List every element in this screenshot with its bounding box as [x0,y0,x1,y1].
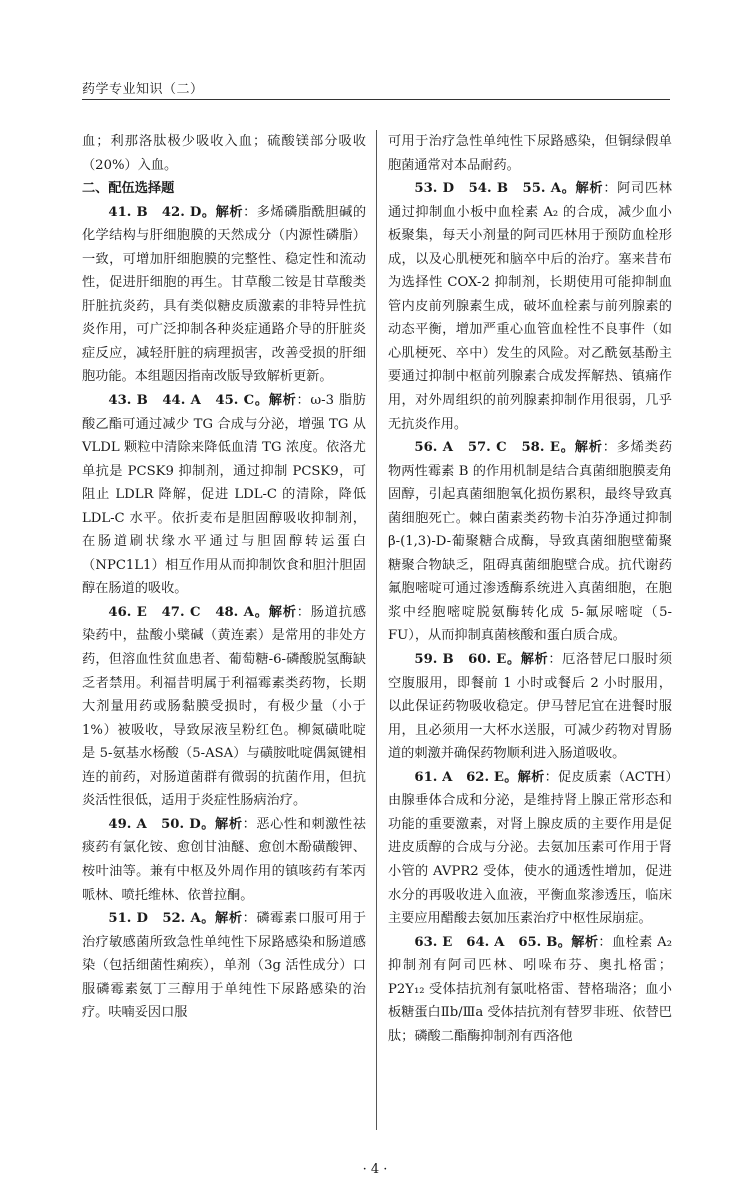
analysis-text: ：阿司匹林通过抑制血小板中血栓素 A₂ 的合成，减少血小板聚集，每天小剂量的阿司匹林用于预防血栓形成，以及心肌梗死和脑卒中后的治疗。塞来昔布为选择性 COX-2 抑制剂，长期使用可能抑制血管内皮前列腺素生成，破坏血栓素与前列腺素的动态平衡，增加严重心血管血栓性不良事件（如心肌梗死、卒中）发生的风险。对乙酰氨基酚主要通过抑制中枢前列腺素合成发挥解热、镇痛作用，对外周组织的前列腺素抑制作用很弱，几乎无抗炎作用。 [388,181,672,432]
analysis-text: ：ω-3 脂肪酸乙酯可通过减少 TG 合成与分泌，增强 TG 从 VLDL 颗粒中清除来降低血清 TG 浓度。依洛尤单抗是 PCSK9 抑制剂，通过抑制 PCSK9，可阻止 LDLR 降解，促进 LDL-C 的清除，降低 LDL-C 水平。依折麦布是胆固醇吸收抑制剂，在肠道刷状缘水平通过与胆固醇转运蛋白（NPC1L1）相互作用从而抑制饮食和胆汁胆固醇在肠道的吸收。 [82,393,366,597]
analysis-text: ：厄洛替尼口服时须空腹服用，即餐前 1 小时或餐后 2 小时服用，以此保证药物吸收稳定。伊马替尼宜在进餐时服用，且必须用一大杯水送服，可减少药物对胃肠道的刺激并确保药物顺利进入肠道吸收。 [388,652,673,762]
left-intro-paragraph: 血；利那洛肽极少吸收入血；硫酸镁部分吸收（20%）入血。 [82,134,366,173]
answer-key: 63. E 64. A 65. B [414,934,558,950]
analysis-label: 。解析 [200,816,243,832]
answer-paragraph [82,907,366,1025]
answer-paragraph [82,389,366,601]
analysis-label: 。解析 [253,604,297,620]
answer-key: 41. B 42. D [108,204,202,220]
analysis-label: 。解析 [557,934,599,950]
right-column [388,130,672,1048]
answer-key: 61. A 62. E [414,769,504,785]
answer-key: 59. B 60. E [414,652,507,668]
analysis-text: ：促皮质素（ACTH）由腺垂体合成和分泌，是维持肾上腺正常形态和功能的重要激素，对肾上腺皮质的主要作用是促进皮质醇的合成与分泌。去氨加压素可作用于肾小管的 AVPR2 受体，使水的通透性增加，促进水分的再吸收进入血液，平衡血浆渗透压，临床主要应用醋酸去氨加压素治疗中枢性尿崩症。 [388,769,673,927]
analysis-label: 。解析 [559,440,603,456]
page-number: · 4 · [362,1162,388,1177]
right-intro-paragraph: 可用于治疗急性单纯性下尿路感染，但铜绿假单胞菌通常对本品耐药。 [388,134,672,173]
answer-paragraph [82,601,366,813]
analysis-text: ：多烯类药物两性霉素 B 的作用机制是结合真菌细胞膜麦角固醇，引起真菌细胞氧化损伤累积，最终导致真菌细胞死亡。棘白菌素类药物卡泊芬净通过抑制 β-(1,3)-D-葡聚糖合成酶，导致真菌细胞壁葡聚糖聚合物缺乏，阻碍真菌细胞壁合成。抗代谢药氟胞嘧啶可通过渗透酶系统进入真菌细胞，在胞浆中经胞嘧啶脱氨酶转化成 5-氟尿嘧啶（5-FU），从而抑制真菌核酸和蛋白质合成。 [388,440,673,644]
header-rule [82,99,670,100]
analysis-label: 。解析 [506,652,549,668]
analysis-text: ：血栓素 A₂ 抑制剂有阿司匹林、吲哚布芬、奥扎格雷；P2Y₁₂ 受体拮抗剂有氯吡格雷、替格瑞洛；血小板糖蛋白Ⅱb/Ⅲa 受体拮抗剂有替罗非班、依替巴肽；磷酸二酯酶抑制剂有西洛他 [388,934,672,1044]
left-column [82,130,366,1025]
answer-paragraph [388,436,672,648]
answer-paragraph [82,813,366,907]
answer-paragraph [388,766,672,931]
answer-key: 43. B 44. A 45. C [108,393,255,409]
section-title: 二、配伍选择题 [82,181,175,197]
analysis-label: 。解析 [254,393,297,409]
answer-key: 53. D 54. B 55. A [414,181,561,197]
answer-key: 49. A 50. D [108,816,201,832]
answer-paragraph [388,931,672,1049]
answer-paragraph [388,177,672,436]
analysis-text: ：肠道抗感染药中，盐酸小檗碱（黄连素）是常用的非处方药，但溶血性贫血患者、葡萄糖-6-磷酸脱氢酶缺乏者禁用。利福昔明属于利福霉素类药物，长期大剂量用药或肠黏膜受损时，有极少量（小于 1%）被吸收，导致尿液呈粉红色。柳氮磺吡啶是 5-氨基水杨酸（5-ASA）与磺胺吡啶偶氮键相连的前药，对肠道菌群有微弱的抗菌作用，但抗炎活性很低，适用于炎症性肠病治疗。 [82,604,367,809]
answer-key: 51. D 52. A [108,911,201,927]
answer-key: 46. E 47. C 48. A [108,604,254,620]
analysis-label: 。解析 [503,769,545,785]
analysis-label: 。解析 [201,204,244,220]
analysis-label: 。解析 [561,181,604,197]
analysis-text: ：磷霉素口服可用于治疗敏感菌所致急性单纯性下尿路感染和肠道感染（包括细菌性痢疾），单剂（3g 活性成分）口服磷霉素氨丁三醇用于单纯性下尿路感染的治疗。呋喃妥因口服 [82,911,366,1021]
answer-paragraph [388,648,672,766]
analysis-label: 。解析 [200,911,243,927]
answer-paragraph [82,201,366,389]
analysis-text: ：恶心性和刺激性祛痰药有氯化铵、愈创甘油醚、愈创木酚磺酸钾、桉叶油等。兼有中枢及外周作用的镇咳药有苯丙哌林、喷托维林、依普拉酮。 [82,816,366,903]
answer-key: 56. A 57. C 58. E [414,440,560,456]
running-header: 药学专业知识（二） [82,82,204,97]
analysis-text: ：多烯磷脂酰胆碱的化学结构与肝细胞膜的天然成分（内源性磷脂）一致，可增加肝细胞膜的完整性、稳定性和流动性，促进肝细胞的再生。甘草酸二铵是甘草酸类肝脏抗炎药，具有类似糖皮质激素的非特异性抗炎作用，可广泛抑制各种炎症通路介导的肝脏炎症反应，减轻肝脏的病理损害，改善受损的肝细胞功能。本组题因指南改版导致解析更新。 [82,204,367,385]
column-divider [376,130,377,1130]
